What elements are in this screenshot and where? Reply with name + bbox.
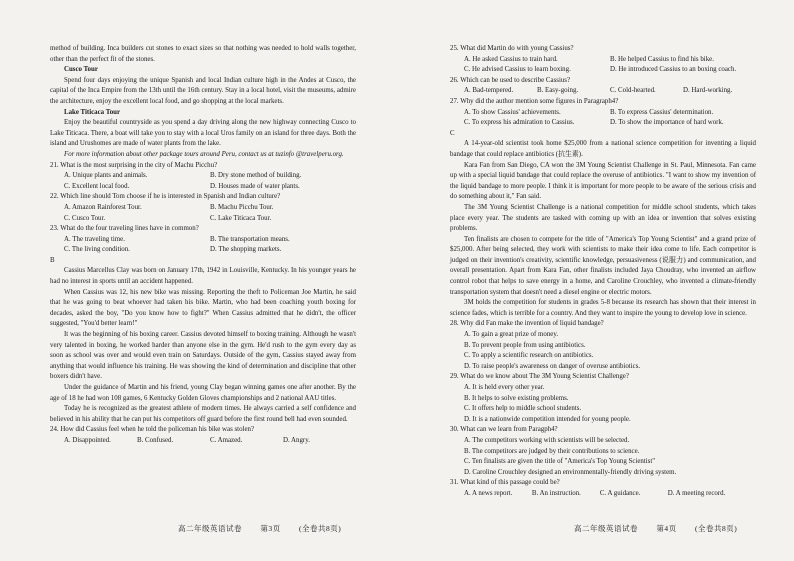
option-d: D. To show the importance of hard work. [610, 119, 724, 127]
question-22 [50, 192, 356, 224]
passage-b-paragraph-4: Under the guidance of Martin and his friend, young Clay began winning games one after another. By the age of 18 he had won 108 games, 6 Kentucky Golden Gloves championships and 2 national AAU titles. [50, 384, 356, 402]
question-stem: 24. How did Cassius feel when he told the policeman his bike was stolen? [50, 426, 255, 434]
option-b: B. The competitors are judged by their contributions to science. [464, 447, 640, 455]
question-stem: 30. What can we learn from Paragph4? [450, 426, 558, 434]
option-c: C. Excellent local food. [64, 182, 130, 190]
option-c: C. Cold-hearted. [610, 87, 656, 95]
option-c: C. Amazed. [210, 436, 243, 444]
question-28 [450, 319, 756, 372]
question-24 [50, 425, 356, 446]
passage-b-paragraph-2: When Cassius was 12, his new bike was missing. Reporting the theft to Policeman Joe Martin, he said that he was going to beat whoever had taken his bike. Martin, who had been coaching youth boxing for decades, asked the boy, "Do you know how to fight?" When Cassius admitted that he didn't, the officer suggested, "You'd better learn!" [50, 288, 356, 328]
option-a: A. Unique plants and animals. [64, 172, 148, 180]
option-d: D. Angry. [283, 436, 310, 444]
question-26 [450, 76, 756, 97]
option-c: C. It offers help to middle school students. [464, 405, 582, 413]
option-d: D. Houses made of water plants. [210, 182, 300, 190]
footer-total: (全卷共8页) [299, 524, 342, 533]
question-stem: 22. Which line should Tom choose if he is interested in Spanish and Indian culture? [50, 193, 281, 201]
section-c-label: C [450, 129, 455, 137]
option-c: C. Ten finalists are given the title of "America's Top Young Scientist" [464, 458, 656, 466]
question-stem: 25. What did Martin do with young Cassius? [450, 45, 574, 52]
section-b-label: B [50, 256, 55, 264]
option-b: B. To prevent people from using antibiotics. [464, 341, 586, 349]
option-d: C. Lake Titicaca Tour. [210, 214, 272, 222]
option-c: C. A guidance. [599, 489, 641, 497]
question-27 [450, 97, 756, 129]
option-b: B. An instruction. [531, 489, 581, 497]
passage-b-paragraph-1: Cassius Marcellus Clay was born on January 17th, 1942 in Louisville, Kentucky. In his younger years he had no interest in sports until an accident happened. [50, 267, 356, 286]
titicaca-tour-text: Enjoy the beautiful countryside as you spend a day driving along the new highway connecting Cusco to Lake Titicaca. There, a boat will take you to stay with a local Uros family on an island for three days. Both the island and Urushomes are made of water plants from the lake. [50, 119, 356, 148]
option-d: D. A meeting record. [667, 489, 726, 497]
option-c: C. He advised Cassius to learn boxing. [464, 66, 571, 74]
option-b: B. Machu Picchu Tour. [210, 203, 274, 211]
right-page-column [450, 44, 756, 500]
option-a: A. It is held every other year. [464, 384, 545, 391]
question-25 [450, 44, 756, 76]
option-a: A. The competitors working with scientists will be selected. [464, 436, 630, 444]
option-a: A. A news report. [464, 489, 513, 497]
question-stem: 21. What is the most surprising in the city of Machu Picchu? [50, 161, 218, 169]
question-30 [450, 425, 756, 478]
passage-c-paragraph-5: 3M holds the competition for students in grades 5-8 because its research has shown that their interest in science fades, which is terrible for a country. And they want to inspire the young to develop love in science. [450, 299, 756, 317]
option-c: C. To express his admiration to Cassius. [464, 119, 575, 127]
passage-b-paragraph-5: Today he is recognized as the greatest athlete of modern times. He always carried a self confidence and believed in his ability that he can put his competitors off guard before the first round bell had even sounded. [50, 405, 356, 423]
option-d: D. It is a nationwide competition intended for young people. [464, 415, 631, 423]
question-stem: 31. What kind of this passage could be? [450, 479, 560, 487]
question-stem: 28. Why did Fan make the invention of liquid bandage? [450, 320, 604, 328]
footer-page: 第4页 [656, 524, 677, 533]
option-a: A. He asked Cassius to train hard. [464, 55, 558, 63]
question-stem: 26. Which can be used to describe Cassius? [450, 76, 571, 84]
option-c: C. The living condition. [64, 246, 130, 254]
question-stem: 23. What do the four traveling lines have in common? [50, 225, 199, 233]
question-stem: 29. What do we know about The 3M Young Scientist Challenge? [450, 373, 629, 381]
option-d: D. To raise people's awareness on danger of overuse antibiotics. [464, 362, 641, 370]
option-b: B. The transportation means. [210, 235, 290, 243]
footer-grade: 高二年级英语试卷 [178, 524, 242, 533]
option-a: A. To gain a great prize of money. [464, 331, 559, 339]
option-a: A. To show Cassius' achievements. [464, 108, 561, 116]
question-29 [450, 372, 756, 425]
option-b: B. He helped Cassius to find his bike. [610, 55, 714, 63]
titicaca-tour-heading: Lake Titicaca Tour [64, 108, 121, 116]
option-c: C. Cusco Tour. [64, 214, 106, 222]
option-d: D. The shopping markets. [210, 246, 282, 254]
passage-c-paragraph-1: A 14-year-old scientist took home $25,000 from a national science competition for inventing a liquid bandage that could replace antibiotics (抗生素). [450, 140, 756, 158]
option-a: A. The traveling time. [64, 235, 125, 243]
contact-note: For more information about other package tours around Peru, contact us at tuzinfo @travelperu.org. [64, 150, 344, 158]
option-b: B. It helps to solve existing problems. [464, 394, 569, 402]
footer-total: (全卷共8页) [695, 524, 738, 533]
left-page-footer [178, 523, 341, 534]
footer-page: 第3页 [260, 524, 281, 533]
option-a: A. Disappointed. [64, 436, 111, 444]
option-d: D. Hard-working. [683, 87, 733, 95]
left-page-column [50, 44, 356, 447]
option-d: D. He introduced Cassius to an boxing coach. [610, 66, 737, 74]
right-page-footer [574, 523, 737, 534]
option-a: A. Bad-tempered. [464, 87, 514, 95]
option-b: B. Easy-going. [537, 87, 579, 95]
option-b: B. Confused. [137, 436, 174, 444]
question-21 [50, 161, 356, 193]
intro-paragraph: method of building. Inca builders cut stones to exact sizes so that nothing was needed to hold walls together, other than the perfect fit of the stones. [50, 45, 356, 63]
question-23 [50, 224, 356, 256]
option-b: B. Dry stone method of building. [210, 172, 302, 180]
question-31 [450, 478, 756, 499]
option-c: C. To apply a scientific research on antibiotics. [464, 352, 594, 360]
option-a: A. Amazon Rainforest Tour. [64, 203, 142, 211]
option-b: B. To express Cassius' determination. [610, 108, 714, 116]
passage-c-paragraph-3: The 3M Young Scientist Challenge is a national competition for middle school students, which takes place every year. The students are tasked with coming up with an idea or invention that solves existing problems. [450, 203, 756, 233]
passage-c-paragraph-4: Ten finalists are chosen to compete for the title of "America's Top Young Scientist" and a grand prize of $25,000. After being selected, they work with scientists to make their idea come to life. Each competitor is judged on their invention's creativity, scientific knowledge, persuasiveness (说服力) and communication, and overall presentation. Apart from Kara Fan, other finalists included Jaya Choudray, who invented an airflow control robot that helps to save energy in a home, and Caroline Crouchley, who invented a climate-friendly transportation system that doesn't need a diesel engine or electric motors. [450, 235, 756, 296]
passage-c-paragraph-2: Kara Fan from San Diego, CA won the 3M Young Scientist Challenge in St. Paul, Minnesota. Fan came up with a special liquid bandage that could replace the overuse of antibiotics. "I want to show my invention of the liquid bandage to more people. I think it is important for more people to be aware of the serious crisis and do something about it," Fan said. [450, 161, 756, 201]
option-d: D. Caroline Crouchley designed an environmentally-friendly driving system. [464, 468, 677, 476]
passage-b-paragraph-3: It was the beginning of his boxing career. Cassius devoted himself to boxing training. Although he wasn't very talented in boxing, he worked harder than anyone else in the gym. He'd rush to the gym every day as soon as school was over and would even train on Saturdays. Outside of the gym, Cassius stayed away from anything that would influence his training. He was showing the kind of determination and discipline that other boxers didn't have. [50, 331, 356, 381]
cusco-tour-heading: Cusco Tour [64, 66, 98, 74]
cusco-tour-text: Spend four days enjoying the unique Spanish and local Indian culture high in the Andes at Cusco, the capital of the Inca Empire from the 13th until the 16th century. Stay in a local hotel, visit the museums, admire the architecture, enjoy the excellent local food, and go shopping at the local markets. [50, 76, 356, 105]
footer-grade: 高二年级英语试卷 [574, 524, 638, 533]
question-stem: 27. Why did the author mention some figures in Paragraph4? [450, 97, 619, 105]
